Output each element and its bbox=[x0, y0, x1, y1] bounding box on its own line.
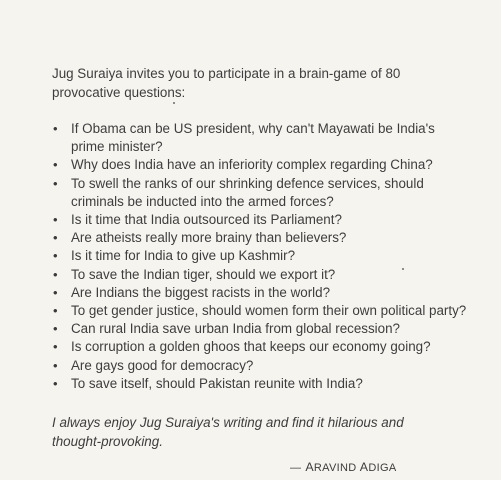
question-text-line-1: To save itself, should Pakistan reunite with India? bbox=[71, 375, 363, 391]
question-item bbox=[52, 284, 492, 302]
question-text-line-1: Is it time for India to give up Kashmir? bbox=[71, 248, 296, 264]
question-text-line-1: Why does India have an inferiority complex regarding China? bbox=[71, 157, 433, 173]
question-list bbox=[52, 120, 492, 393]
endorsement-quote bbox=[52, 413, 472, 451]
quote-line-2: thought-provoking. bbox=[52, 434, 163, 449]
bullet-icon: • bbox=[53, 303, 58, 319]
bullet-icon: • bbox=[53, 284, 58, 300]
question-item bbox=[52, 247, 492, 265]
attribution-dash: — bbox=[290, 462, 302, 474]
question-item bbox=[52, 302, 492, 320]
attribution-last-initial: A bbox=[359, 460, 369, 474]
question-text-line-1: Are gays good for democracy? bbox=[71, 357, 254, 373]
bullet-icon: • bbox=[53, 375, 58, 391]
bullet-icon: • bbox=[53, 248, 58, 264]
intro-line-2: provocative questions: bbox=[52, 85, 186, 100]
question-item bbox=[52, 357, 492, 375]
question-item bbox=[52, 229, 492, 247]
bullet-icon: • bbox=[53, 175, 58, 191]
question-text-line-2: prime minister? bbox=[71, 139, 163, 155]
bullet-icon: • bbox=[53, 339, 58, 355]
question-text-line-1: Are Indians the biggest racists in the world? bbox=[71, 284, 331, 300]
question-text-line-1: To swell the ranks of our shrinking defence services, should bbox=[71, 175, 424, 191]
quote-line-1: I always enjoy Jug Suraiya's writing and find it hilarious and bbox=[52, 415, 404, 430]
intro-paragraph bbox=[52, 64, 472, 102]
bullet-icon: • bbox=[53, 357, 58, 373]
print-speck bbox=[173, 102, 175, 104]
question-item bbox=[52, 156, 492, 174]
bullet-icon: • bbox=[53, 321, 58, 337]
question-item bbox=[52, 175, 492, 211]
question-text-line-1: Is it time that India outsourced its Parliament? bbox=[71, 212, 342, 228]
question-text-line-2: criminals be inducted into the armed forces? bbox=[71, 193, 334, 209]
attribution-first-initial: A bbox=[305, 460, 314, 474]
intro-line-1: Jug Suraiya invites you to participate in a brain-game of 80 bbox=[52, 66, 401, 81]
bullet-icon: • bbox=[53, 157, 58, 173]
endorsement-attribution bbox=[290, 460, 396, 474]
question-item bbox=[52, 266, 492, 284]
question-text-line-1: Are atheists really more brainy than believers? bbox=[71, 230, 347, 246]
bullet-icon: • bbox=[53, 266, 58, 282]
question-text-line-1: If Obama can be US president, why can't Mayawati be India's bbox=[71, 121, 435, 136]
question-text-line-1: Can rural India save urban India from global recession? bbox=[71, 321, 400, 337]
bullet-icon: • bbox=[53, 121, 58, 136]
question-item bbox=[52, 338, 492, 356]
question-text-line-1: Is corruption a golden ghoos that keeps our economy going? bbox=[71, 339, 431, 355]
question-item bbox=[52, 211, 492, 229]
question-item bbox=[52, 320, 492, 338]
bullet-icon: • bbox=[53, 230, 58, 246]
attribution-last-rest: DIGA bbox=[368, 462, 397, 474]
bullet-icon: • bbox=[53, 212, 58, 228]
question-text-line-1: To get gender justice, should women form their own political party? bbox=[71, 303, 467, 319]
question-text-line-1: To save the Indian tiger, should we export it? bbox=[71, 266, 336, 282]
question-item bbox=[52, 120, 492, 156]
attribution-first-rest: RAVIND bbox=[313, 462, 357, 474]
question-item bbox=[52, 375, 492, 393]
print-speck bbox=[402, 268, 404, 270]
